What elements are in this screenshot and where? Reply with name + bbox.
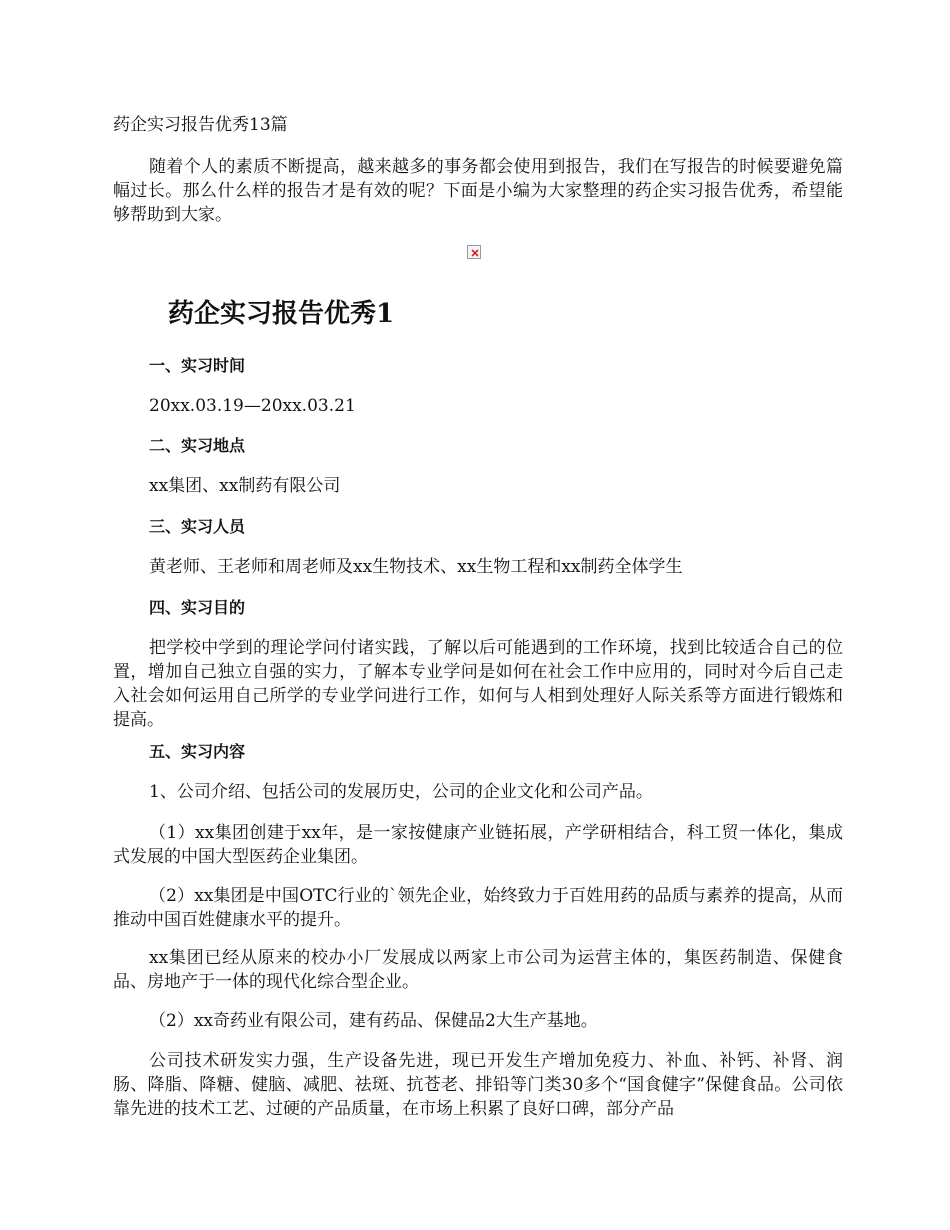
content-item-2: （1）xx集团创建于xx年，是一家按健康产业链拓展，产学研相结合，科工贸一体化，集成式发展的中国大型医药企业集团。 <box>113 823 843 867</box>
purpose-paragraph: 把学校中学到的理论学问付诸实践，了解以后可能遇到的工作环境，找到比较适合自己的位置，增加自己独立自强的实力，了解本专业学问是如何在社会工作中应用的，同时对今后自己走入社会如何运用自己所学的专业学问进行工作，如何与人相到处理好人际关系等方面进行锻炼和提高。 <box>113 638 843 730</box>
time-value: 20xx.03.19—20xx.03.21 <box>149 396 356 416</box>
people-value: 黄老师、王老师和周老师及xx生物技术、xx生物工程和xx制药全体学生 <box>149 557 683 577</box>
place-value: xx集团、xx制药有限公司 <box>149 476 341 496</box>
broken-image-icon <box>467 245 481 259</box>
purpose-heading: 四、实习目的 <box>149 598 246 617</box>
content-item-6: 公司技术研发实力强，生产设备先进，现已开发生产增加免疫力、补血、补钙、补肾、润肠、降脂、降糖、健脑、减肥、祛斑、抗苍老、排铅等门类30多个“国食健字”保健食品。公司依靠先进的技术工艺、过硬的产品质量，在市场上积累了良好口碑，部分产品 <box>113 1051 843 1119</box>
intro-paragraph: 随着个人的素质不断提高，越来越多的事务都会使用到报告，我们在写报告的时候要避免篇幅过长。那么什么样的报告才是有效的呢？下面是小编为大家整理的药企实习报告优秀，希望能够帮助到大家。 <box>113 157 843 225</box>
place-heading: 二、实习地点 <box>149 436 246 455</box>
document-title: 药企实习报告优秀13篇 <box>113 115 288 135</box>
content-item-1: 1、公司介绍、包括公司的发展历史，公司的企业文化和公司产品。 <box>149 782 653 802</box>
content-item-5: （2）xx奇药业有限公司，建有药品、保健品2大生产基地。 <box>149 1011 598 1031</box>
content-heading: 五、实习内容 <box>149 742 246 761</box>
content-item-4: xx集团已经从原来的校办小厂发展成以两家上市公司为运营主体的，集医药制造、保健食品、房地产于一体的现代化综合型企业。 <box>113 948 843 992</box>
time-heading: 一、实习时间 <box>149 356 246 375</box>
content-item-3: （2）xx集团是中国OTC行业的`领先企业，始终致力于百姓用药的品质与素养的提高，从而推动中国百姓健康水平的提升。 <box>113 886 843 930</box>
section-heading: 药企实习报告优秀1 <box>168 299 395 329</box>
people-heading: 三、实习人员 <box>149 517 246 536</box>
